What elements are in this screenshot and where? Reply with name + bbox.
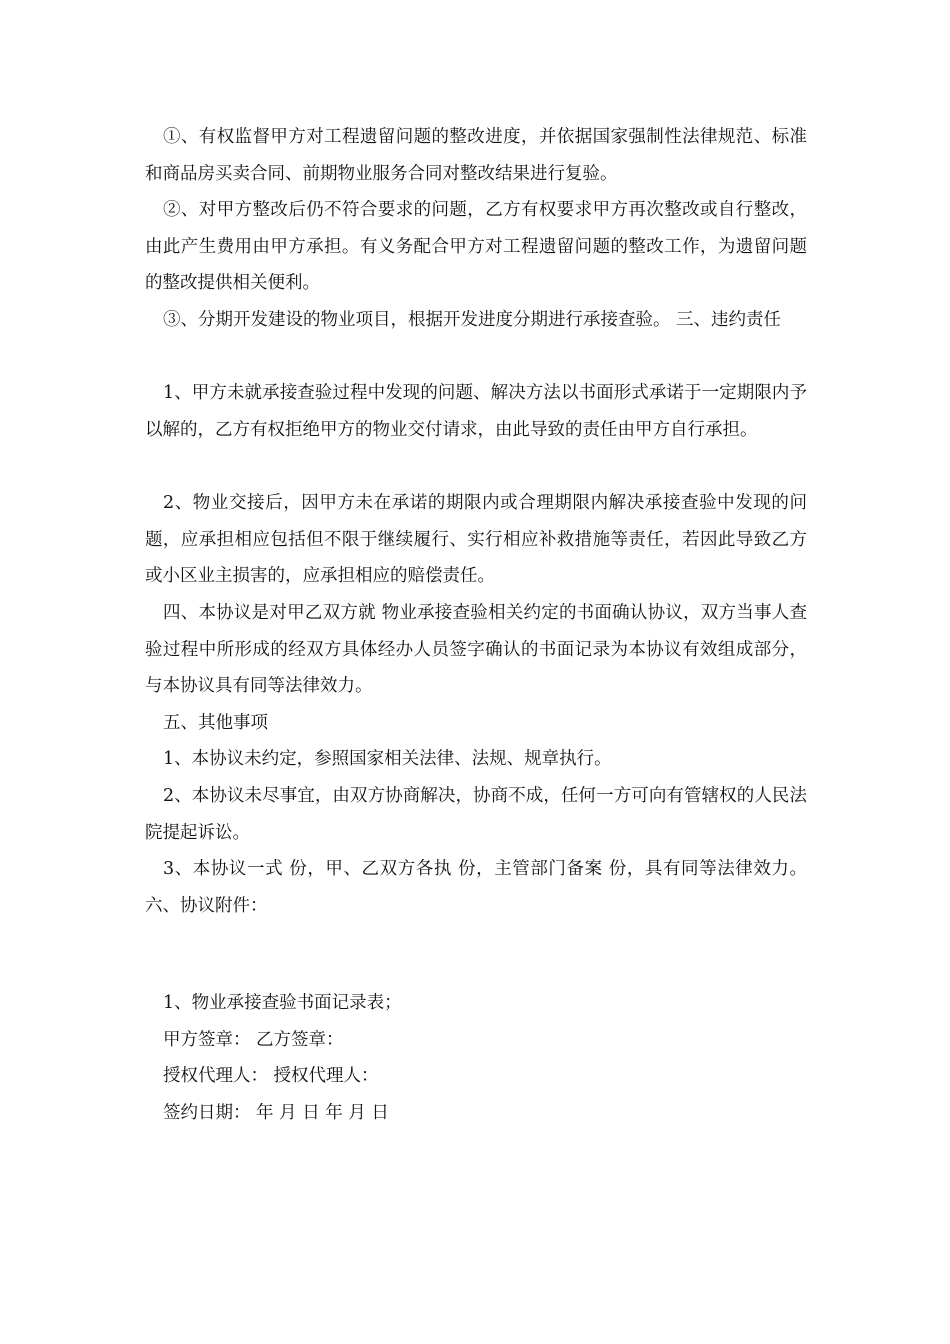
paragraph-phased-inspection: ③、分期开发建设的物业项目，根据开发进度分期进行承接查验。 三、违约责任 [163, 310, 782, 330]
paragraph-rectification-supervision: ①、有权监督甲方对工程遗留问题的整改进度，并依据国家强制性法律规范、标准和商品房买卖合同、前期物业服务合同对整改结果进行复验。 [145, 127, 807, 184]
paragraph-other-matters-3: 3、本协议一式 份，甲、乙双方各执 份，主管部门备案 份，具有同等法律效力。 六、协议附件： [145, 859, 807, 916]
signing-date-line: 签约日期： 年 月 日 年 月 日 [163, 1103, 389, 1123]
paragraph-agreement-effect: 四、本协议是对甲乙双方就 物业承接查验相关约定的书面确认协议，双方当事人查验过程中所形成的经双方具体经办人员签字确认的书面记录为本协议有效组成部分，与本协议具有同等法律效力。 [145, 603, 807, 696]
attachment-record-table: 1、物业承接查验书面记录表； [163, 993, 402, 1013]
paragraph-breach-clause-1: 1、甲方未就承接查验过程中发现的问题、解决方法以书面形式承诺于一定期限内予以解的，乙方有权拒绝甲方的物业交付请求，由此导致的责任由甲方自行承担。 [145, 383, 807, 440]
paragraph-repeat-rectification: ②、对甲方整改后仍不符合要求的问题，乙方有权要求甲方再次整改或自行整改，由此产生费用由甲方承担。有义务配合甲方对工程遗留问题的整改工作，为遗留问题的整改提供相关便利。 [145, 200, 807, 293]
paragraph-other-matters-1: 1、本协议未约定，参照国家相关法律、法规、规章执行。 [163, 749, 612, 769]
signature-seal-line: 甲方签章： 乙方签章： [163, 1030, 344, 1050]
authorized-agent-line: 授权代理人： 授权代理人： [163, 1066, 379, 1086]
paragraph-other-matters-2: 2、本协议未尽事宜，由双方协商解决，协商不成，任何一方可向有管辖权的人民法院提起诉讼。 [145, 786, 807, 843]
section-heading-other-matters: 五、其他事项 [163, 713, 268, 733]
paragraph-breach-clause-2: 2、物业交接后，因甲方未在承诺的期限内或合理期限内解决承接查验中发现的问题，应承担相应包括但不限于继续履行、实行相应补救措施等责任，若因此导致乙方或小区业主损害的，应承担相应的赔偿责任。 [145, 493, 807, 586]
